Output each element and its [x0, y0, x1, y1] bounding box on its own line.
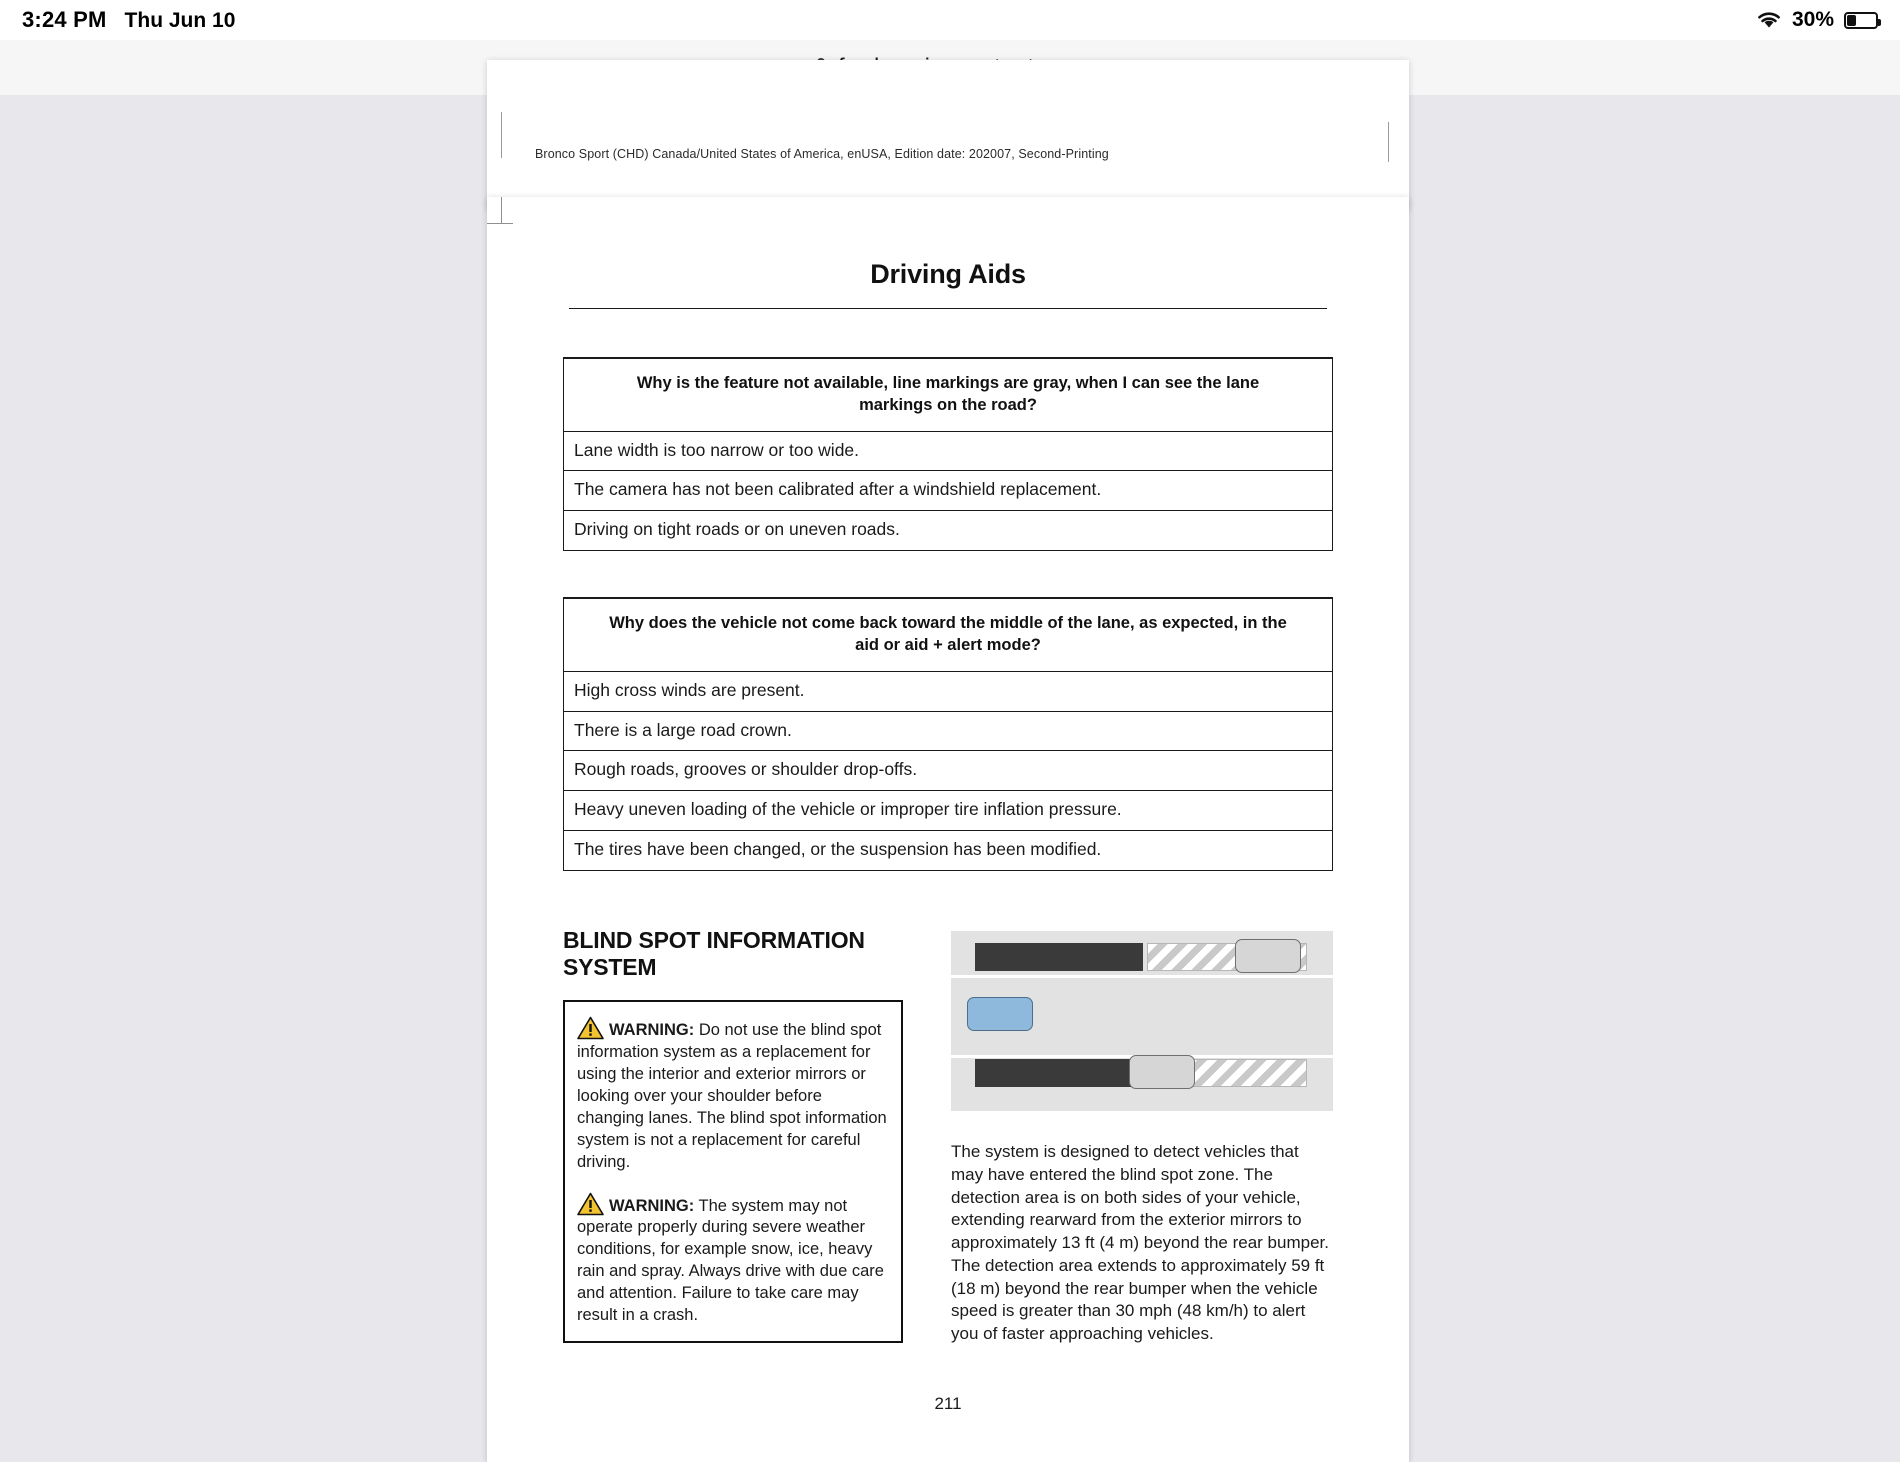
warning-triangle-icon [577, 1016, 604, 1040]
table-row: High cross winds are present. [564, 672, 1332, 712]
faq-table-2 [563, 597, 1333, 871]
warning-triangle-icon [577, 1192, 604, 1216]
warning-label: WARNING: [609, 1020, 695, 1039]
previous-page-sliver [487, 60, 1409, 210]
blind-spot-diagram [951, 931, 1333, 1111]
right-column [951, 927, 1333, 1346]
other-vehicle-upper [1235, 939, 1301, 973]
warning-label: WARNING: [609, 1196, 695, 1215]
page-number: 211 [934, 1394, 962, 1413]
other-vehicle-lower [1129, 1055, 1195, 1089]
battery-icon [1844, 12, 1878, 29]
warning-box [563, 1000, 903, 1343]
system-status-bar [0, 0, 1900, 40]
manual-page [487, 197, 1409, 1462]
warning-text: The system may not operate properly during severe weather conditions, for example snow, ice, heavy rain and spray. Always drive with due care and attention. Failure to take care may result in a crash. [577, 1196, 884, 1325]
table-row: The tires have been changed, or the suspension has been modified. [574, 839, 1102, 860]
warning-paragraph-1 [577, 1016, 887, 1174]
battery-percentage: 30% [1791, 8, 1834, 31]
table-row: The camera has not been calibrated after a windshield replacement. [564, 471, 1332, 511]
lower-section [563, 927, 1333, 1346]
faq-table-1 [563, 357, 1333, 551]
table-row: Driving on tight roads or on uneven roads. [574, 519, 900, 540]
faq-question: Why does the vehicle not come back toward the middle of the lane, as expected, in the aid or aid + alert mode? [564, 599, 1332, 672]
warning-paragraph-2 [577, 1192, 887, 1328]
table-row: Heavy uneven loading of the vehicle or improper tire inflation pressure. [564, 791, 1332, 831]
faq-question: Why is the feature not available, line markings are gray, when I can see the lane markings on the road? [564, 359, 1332, 432]
table-row: Rough roads, grooves or shoulder drop-offs. [564, 751, 1332, 791]
wifi-icon [1756, 10, 1782, 30]
status-bar-right [1756, 8, 1878, 32]
document-scroll-area[interactable] [0, 95, 1900, 1425]
clock-time: 3:24 PM [22, 7, 107, 32]
title-divider [569, 308, 1327, 309]
previous-page-footer: Bronco Sport (CHD) Canada/United States of America, enUSA, Edition date: 202007, Second-Printing [535, 147, 1109, 161]
page-title: Driving Aids [870, 259, 1026, 289]
table-row: Lane width is too narrow or too wide. [564, 432, 1332, 472]
ego-vehicle [967, 997, 1033, 1031]
left-column [563, 927, 903, 1346]
section-body-text: The system is designed to detect vehicles that may have entered the blind spot zone. The detection area is on both sides of your vehicle, extending rearward from the exterior mirrors to approximately 13 ft (4 m) beyond the rear bumper. The detection area extends to approximately 59 ft (18 m) beyond the rear bumper when the vehicle speed is greater than 30 mph (48 km/h) to alert you of faster approaching vehicles. [951, 1142, 1329, 1344]
table-row: There is a large road crown. [564, 712, 1332, 752]
warning-text: Do not use the blind spot information system as a replacement for using the interior and exterior mirrors or looking over your shoulder before changing lanes. The blind spot information system is not a replacement for careful driving. [577, 1020, 887, 1171]
status-bar-left [22, 7, 235, 33]
clock-date: Thu Jun 10 [124, 9, 236, 32]
section-heading: BLIND SPOT INFORMATION SYSTEM [563, 927, 865, 980]
